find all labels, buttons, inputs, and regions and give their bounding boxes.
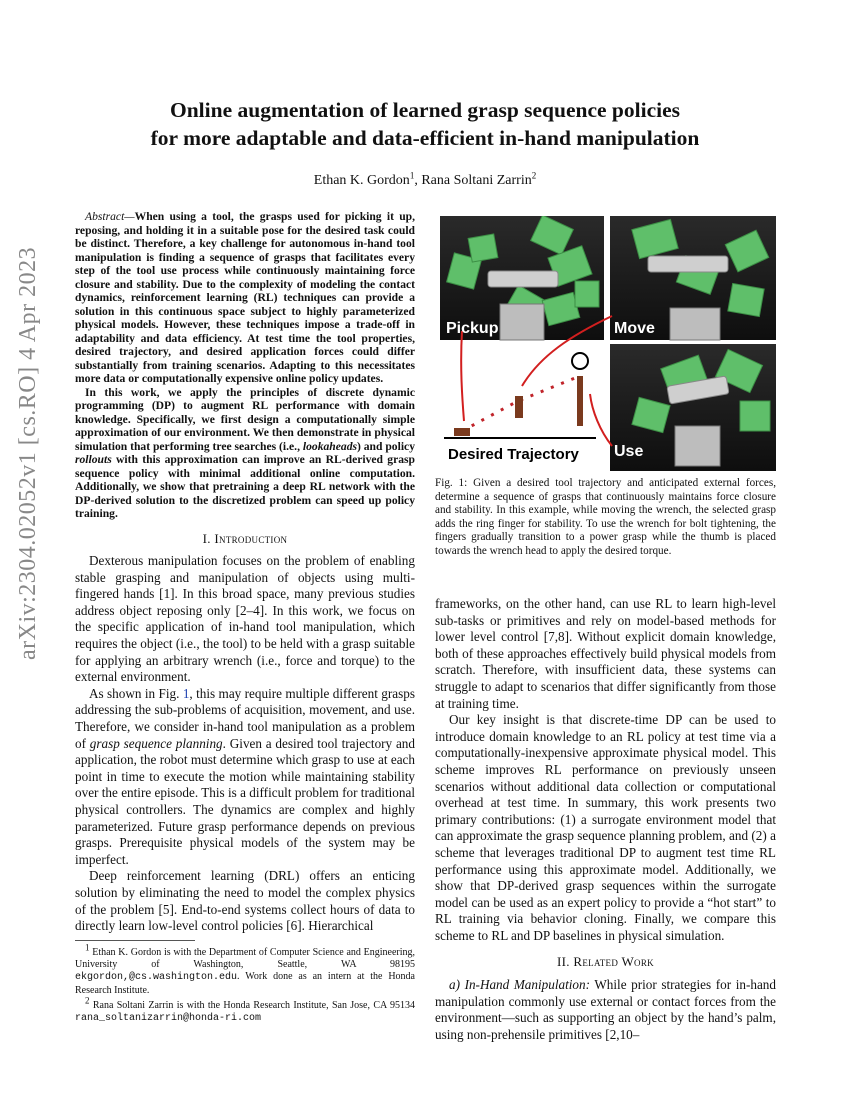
abstract-text-2b: ) and policy bbox=[357, 439, 415, 453]
abstract-lookaheads: lookaheads bbox=[302, 439, 357, 453]
title-line-1: Online augmentation of learned grasp sequence policies bbox=[169, 98, 681, 122]
abstract: Abstract—When using a tool, the grasps used for picking it up, reposing, and holding it in a suitable pose for the desired task could be distinct. Therefore, a key challenge for autonomous in-hand tool manipulation is finding a sequence of grasps that facilitates every step of the tool use process while continuously maintaining force closure and stability. Due to the complexity of modeling the contact dynamics, reinforcement learning (RL) techniques can provide a solution in this continuous space subject to highly parameterized physical models. However, these techniques impose a trade-off in adaptability and data efficiency. At test time the tool properties, desired trajectory, and desired application forces could differ substantially from training scenarios. Adapting to this necessitates more data or computationally expensive online policy updates. In this work, we apply the principles of discrete dynamic programming (DP) to augment RL performance with domain knowledge. Specifically, we first design a computationally simple approximation of our environment. We then demonstrate in physical simulation that performing tree searches (i.e., lookaheads) and policy rollouts with this approximation can improve an RL-derived grasp sequence policy with minimal additional online computation. Additionally, we show that pretraining a deep RL network with the DP-derived solution to the discretized problem can speed up policy training. bbox=[75, 210, 415, 520]
intro-paragraph-2: As shown in Fig. 1, this may require multiple different grasps addressing the sub-problems of acquisition, movement, and use. Therefore, we consider in-hand tool manipulation as a problem of grasp sequence planning. Given a desired tool trajectory and application, the robot must determine which grasp to use at each point in time to execute the motion while maintaining stability over the entire episode. This is a difficult problem for traditional physical controllers. The dynamics are complex and highly parameterized. Future grasp performance depends on previous grasps. Prerequisite physical models of the system may be imperfect. bbox=[75, 685, 415, 867]
arxiv-identifier: arXiv:2304.02052v1 [cs.RO] 4 Apr 2023 bbox=[15, 246, 41, 660]
title-line-2: for more adaptable and data-efficient in-hand manipulation bbox=[150, 126, 700, 150]
related-work-paragraph-1: a) In-Hand Manipulation: While prior strategies for in-hand manipulation commonly use external or contact forces from the environment—such as supporting an object by the hand’s palm, using non-prehensile primitives [2,10– bbox=[435, 977, 776, 1042]
figure-1-link[interactable]: 1 bbox=[182, 685, 190, 701]
section-related-work-heading: II. Related Work bbox=[557, 954, 654, 970]
abstract-text-2c: with this approximation can improve an RL-derived grasp sequence policy with minimal additional online computation. Additionally, we show that pretraining a deep RL network with the DP-derived solution to the discretized problem can speed up policy training. bbox=[75, 453, 415, 520]
author-2: Rana Soltani Zarrin bbox=[421, 173, 532, 188]
label-desired-trajectory: Desired Trajectory bbox=[448, 446, 579, 463]
figure-1 bbox=[440, 216, 776, 471]
abstract-text-1: When using a tool, the grasps used for picking it up, reposing, and holding it in a suitable pose for the desired task could be distinct. Therefore, a key challenge for autonomous in-hand tool manipulation is finding a sequence of grasps that facilitates every step of the tool use process while continuously maintaining force closure and stability. Due to the complexity of modeling the contact dynamics, reinforcement learning (RL) techniques can provide a solution in this continuous space subject to highly parameterized physical models. However, these techniques impose a trade-off in adaptability and data efficiency. At test time the tool properties, desired trajectory, and desired application forces could differ substantially from training scenarios. Adapting to this necessitates more data or computationally expensive online policy updates. bbox=[75, 210, 415, 385]
abstract-label: Abstract bbox=[85, 210, 125, 223]
wrench-use-icon bbox=[577, 376, 583, 426]
footnote-2: $^2$ Rana Soltani Zarrin is with the Honda Research Institute, San Jose, CA 95134 rana_soltanizarrin@honda-ri.com bbox=[75, 995, 415, 1025]
section-introduction-heading: I. Introduction bbox=[202, 530, 288, 546]
in-hand-manipulation-label: a) In-Hand Manipulation: bbox=[449, 977, 591, 993]
footnotes bbox=[75, 940, 415, 1028]
footnote-rule bbox=[75, 940, 195, 941]
left-column bbox=[75, 210, 415, 935]
right-paragraph-2: Our key insight is that discrete-time DP can be used to introduce domain knowledge to an RL policy at test time via a computationally-inexpensive approximate physical model. This scheme improves RL performance on previously unseen scenarios without additional data collection or computational overhead at test time. In summary, this work presents two primary contributions: (1) a surrogate environment model that can approximate the grasp sequence planning problem, and (2) a scheme that leverages traditional DP to augment test time RL performance using this approximate model. Additionally, we show that DP-derived grasp sequences within the surrogate model can be used as an expert policy to provide a “hot start” to RL training via behavior cloning. Finally, we compare this scheme to RL and DP baselines in physical simulation. bbox=[435, 712, 776, 943]
footnote-2-email[interactable]: rana_soltanizarrin@honda-ri.com bbox=[75, 1013, 262, 1025]
label-move: Move bbox=[614, 320, 655, 337]
abstract-text-2a: In this work, we apply the principles of discrete dynamic programming (DP) to augment RL performance with domain knowledge. Specifically, we first design a computationally simple approximation of our environment. We then demonstrate in physical simulation that performing tree searches (i.e., bbox=[75, 385, 415, 453]
label-use: Use bbox=[614, 443, 644, 460]
footnote-1: $^1$ Ethan K. Gordon is with the Department of Computer Science and Engineering, University of Washington, Seattle, WA 98195 ekgordon,@cs.washington.edu. Work done as an intern at the Honda Research Institute. bbox=[75, 942, 415, 996]
right-paragraph-1: frameworks, on the other hand, can use RL to learn high-level sub-tasks or primitives and rely on model-based methods for lower level control [7,8]. Without explicit domain knowledge, both of these approaches effectively build physical models from scratch. Therefore, with insufficient data, these systems can struggle to adapt to scenarios that differ significantly from those at training time. bbox=[435, 596, 776, 711]
authors: Ethan K. Gordon$^1$, Rana Soltani Zarrin$^2$ bbox=[313, 170, 537, 188]
intro-paragraph-1: Dexterous manipulation focuses on the problem of enabling stable grasping and manipulation of objects using multi-fingered hands [1]. In this broad space, many previous studies address object reposing only [2–4]. In this work, we focus on the specific application of in-hand tool manipulation, which requires the object (i.e., the tool) to be held with a grasp suitable for applying an arbitrary wrench (i.e., force and torque) to the external environment. bbox=[75, 553, 415, 685]
intro-paragraph-3: Deep reinforcement learning (DRL) offers an enticing solution by eliminating the need to model the complex physics of the problem [5]. End-to-end systems collect hours of data to directly learn low-level control policies [6]. Hierarchical bbox=[75, 868, 415, 934]
right-column bbox=[435, 596, 776, 1043]
wrench-pickup-icon bbox=[454, 428, 470, 436]
figure-1-caption: Fig. 1: Given a desired tool trajectory and anticipated external forces, determine a sequence of grasps that continuously maintains force closure and stability. In this example, while moving the wrench, the selected grasp adds the ring finger for stability. To use the wrench for bolt tightening, the fingers gradually transition to a power grasp while the thumb is placed towards the wrench head to apply the desired torque. bbox=[435, 477, 776, 557]
author-1: Ethan K. Gordon bbox=[313, 173, 410, 188]
label-pickup: Pickup bbox=[446, 320, 499, 337]
footnote-1-email[interactable]: ekgordon,@cs.washington.edu bbox=[75, 972, 238, 984]
paper-title bbox=[60, 96, 790, 152]
grasp-sequence-planning-term: grasp sequence planning bbox=[89, 735, 223, 751]
figure-1-illustration bbox=[440, 216, 776, 471]
wrench-move-icon bbox=[515, 396, 523, 418]
abstract-rollouts: rollouts bbox=[75, 453, 112, 466]
